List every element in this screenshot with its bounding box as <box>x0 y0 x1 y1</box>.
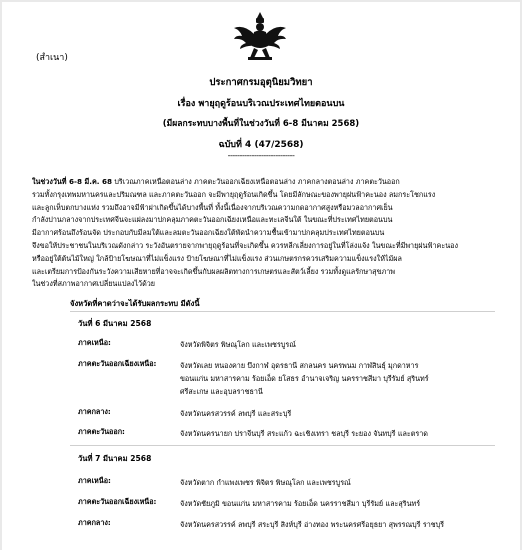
body-line: มีอากาศร้อนถึงร้อนจัด ประกอบกับมีลมใต้และลมตะวันออกเฉียงใต้พัดนำความชื้นเข้ามาปกคลุมประเทศไทยตอนบน <box>32 228 385 238</box>
body-line: จึงขอให้ประชาชนในบริเวณดังกล่าว ระวังอันตรายจากพายุฤดูร้อนที่จะเกิดขึ้น ควรหลีกเลี่ยงการอยู่ในที่โล่งแจ้ง ในขณะที่มีพายุฝนฟ้าคะนอง <box>32 240 458 250</box>
region-label: ภาคเหนือ: <box>78 476 111 485</box>
divider <box>70 311 495 312</box>
announcement-body <box>32 176 492 291</box>
garuda-emblem-icon <box>232 10 288 62</box>
region-provinces: จังหวัดเลย หนองคาย บึงกาฬ อุดรธานี สกลนคร นครพนม กาฬสินธุ์ มุกดาหาร ขอนแก่น มหาสารคาม ร้อยเอ็ด ยโสธร อำนาจเจริญ นครราชสีมา บุรีรัมย์ สุรินทร์ ศรีสะเกษ และอุบลราชธานี <box>180 361 429 396</box>
body-line: และเตรียมการป้องกันระวังความเสียหายที่อาจจะเกิดขึ้นกับผลผลิตทางการเกษตรและสัตว์เลี้ยง รวมทั้งดูแลรักษาสุขภาพ <box>32 266 395 276</box>
body-line: บริเวณภาคเหนือตอนล่าง ภาคตะวันออกเฉียงเหนือตอนล่าง ภาคกลางตอนล่าง ภาคตะวันออก <box>112 177 400 186</box>
region-label: ภาคเหนือ: <box>78 338 111 347</box>
body-line: กำลังปานกลางจากประเทศจีนจะแผ่ลงมาปกคลุมภาคตะวันออกเฉียงเหนือและทะเลจีนใต้ ในขณะที่ประเทศไทยตอนบน <box>32 215 393 225</box>
region-provinces: จังหวัดพิจิตร พิษณุโลก และเพชรบูรณ์ <box>180 340 296 349</box>
region-provinces: จังหวัดตาก กำแพงเพชร พิจิตร พิษณุโลก และเพชรบูรณ์ <box>180 478 351 487</box>
region-label: ภาคกลาง: <box>78 407 111 416</box>
region-label: ภาคกลาง: <box>78 518 111 527</box>
region-provinces: จังหวัดนครสวรรค์ ลพบุรี และสระบุรี <box>180 409 292 418</box>
affected-period-note: (มีผลกระทบบางพื้นที่ในช่วงวันที่ 6-8 มีนาคม 2568) <box>162 119 360 129</box>
region-provinces: จังหวัดนครสวรรค์ ลพบุรี สระบุรี สิงห์บุรี อ่างทอง พระนครศรีอยุธยา สุพรรณบุรี ราชบุรี <box>180 520 445 529</box>
body-line: หรืออยู่ใต้ต้นไม้ใหญ่ ใกล้ป้ายโฆษณาที่ไม่แข็งแรง ป้ายโฆษณาที่ไม่แข็งแรง ส่วนเกษตรกรควรเสริมความแข็งแรงให้ไม้ผล <box>32 253 402 263</box>
region-provinces: จังหวัดชัยภูมิ ขอนแก่น มหาสารคาม ร้อยเอ็ด นครราชสีมา บุรีรัมย์ และสุรินทร์ <box>180 499 421 508</box>
day-date: วันที่ 6 มีนาคม 2568 <box>78 319 152 328</box>
region-provinces: จังหวัดนครนายก ปราจีนบุรี สระแก้ว ฉะเชิงเทรา ชลบุรี ระยอง จันทบุรี และตราด <box>180 429 428 438</box>
announcement-title: ประกาศกรมอุตุนิยมวิทยา <box>209 77 313 88</box>
title-divider: ---------------------------- <box>227 151 295 160</box>
body-line: ในช่วงที่สภาพอากาศเปลี่ยนแปลงไว้ด้วย <box>32 279 156 289</box>
copy-note: (สำเนา) <box>36 53 68 63</box>
body-date-lead: ในช่วงวันที่ 6-8 มี.ค. 68 <box>32 177 113 186</box>
region-label: ภาคตะวันออก: <box>78 427 125 436</box>
day-date: วันที่ 7 มีนาคม 2568 <box>78 454 152 463</box>
region-label: ภาคตะวันออกเฉียงเหนือ: <box>78 497 157 506</box>
document-page <box>2 2 520 550</box>
region-label: ภาคตะวันออกเฉียงเหนือ: <box>78 359 157 368</box>
divider <box>70 445 495 446</box>
body-line: รวมทั้งกรุงเทพมหานครและปริมณฑล และภาคตะวันออก จะมีพายุฤดูร้อนเกิดขึ้น โดยมีลักษณะของพายุฝนฟ้าคะนอง ลมกระโชกแรง <box>32 189 436 199</box>
issue-number: ฉบับที่ 4 (47/2568) <box>218 140 304 150</box>
affected-heading: จังหวัดที่คาดว่าจะได้รับผลกระทบ มีดังนี้ <box>70 299 200 308</box>
announcement-subject: เรื่อง พายุฤดูร้อนบริเวณประเทศไทยตอนบน <box>177 99 345 109</box>
body-line: และลูกเห็บตกบางแห่ง รวมถึงอาจมีฟ้าผ่าเกิดขึ้นได้บางพื้นที่ ทั้งนี้เนื่องจากบริเวณความกดอากาศสูงหรือมวลอากาศเย็น <box>32 202 393 212</box>
